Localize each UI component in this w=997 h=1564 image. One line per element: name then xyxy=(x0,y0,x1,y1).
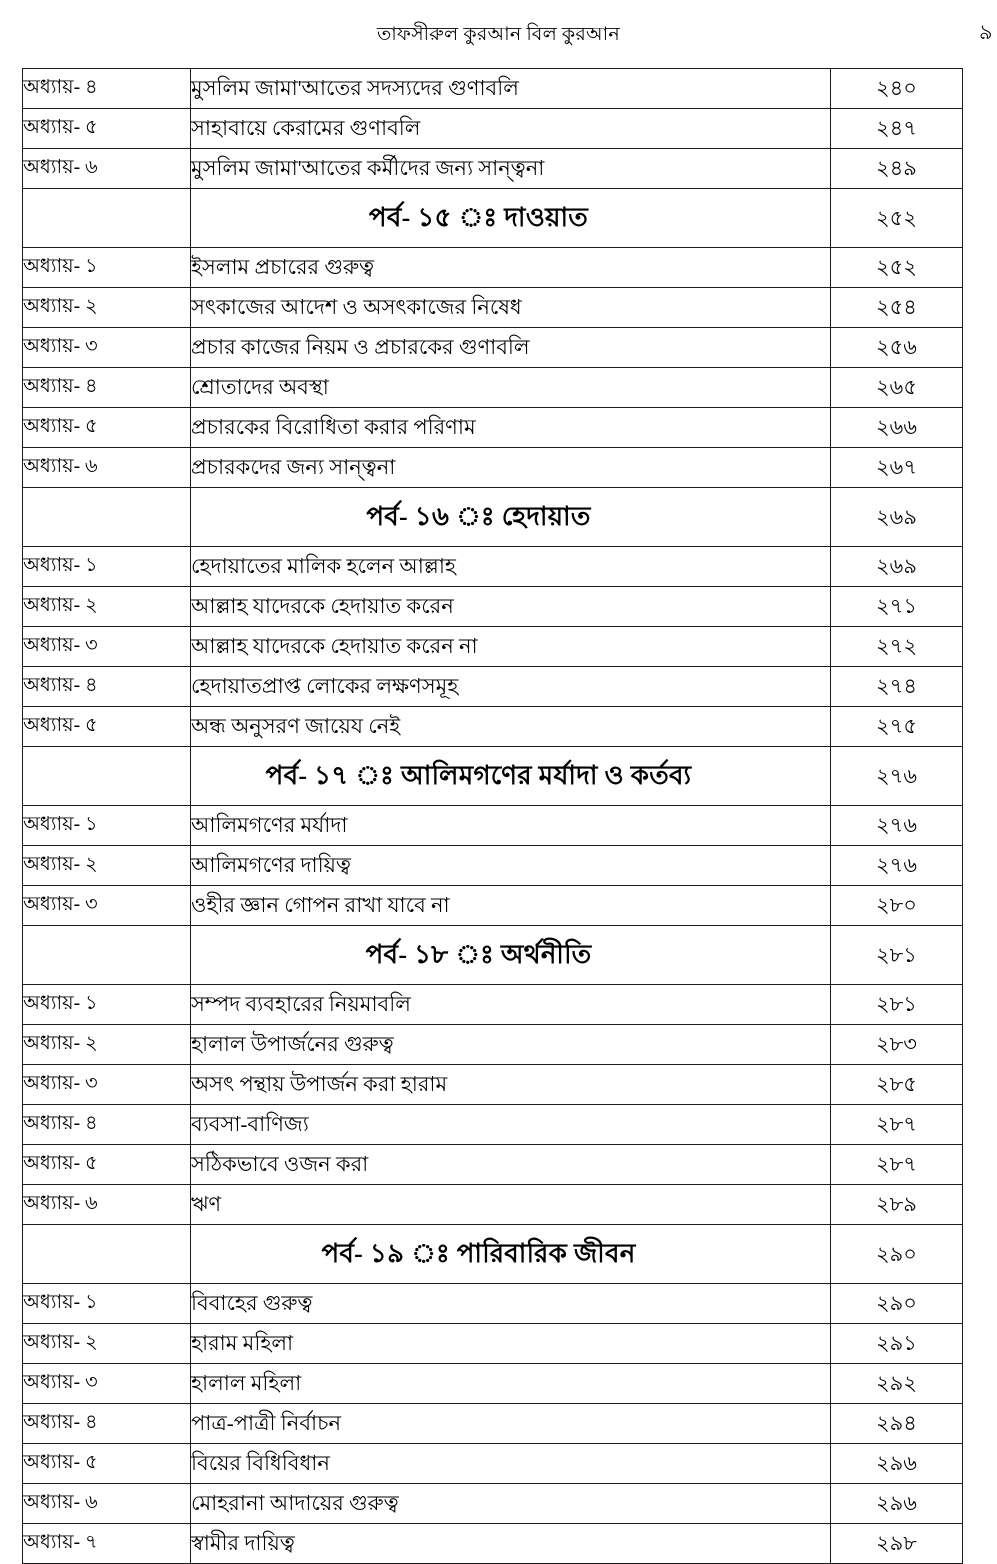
chapter-label: অধ্যায়- ৪ xyxy=(23,1105,191,1145)
toc-entry-row xyxy=(23,1065,963,1105)
page-number: ২৫৪ xyxy=(831,288,963,328)
entry-title: সম্পদ ব্যবহারের নিয়মাবলি xyxy=(191,985,831,1025)
chapter-label: অধ্যায়- ৭ xyxy=(23,1524,191,1564)
part-title: পর্ব- ১৭ ঃ আলিমগণের মর্যাদা ও কর্তব্য xyxy=(191,747,831,806)
chapter-label: অধ্যায়- ১ xyxy=(23,248,191,288)
page-number: ২৭২ xyxy=(831,627,963,667)
chapter-label: অধ্যায়- ৩ xyxy=(23,328,191,368)
page-number: ২৯২ xyxy=(831,1364,963,1404)
chapter-label: অধ্যায়- ২ xyxy=(23,1324,191,1364)
toc-entry-row xyxy=(23,288,963,328)
entry-title: অন্ধ অনুসরণ জায়েয নেই xyxy=(191,707,831,747)
table-of-contents xyxy=(22,68,962,1564)
toc-entry-row xyxy=(23,368,963,408)
entry-title: হালাল উপার্জনের গুরুত্ব xyxy=(191,1025,831,1065)
entry-title: বিয়ের বিধিবিধান xyxy=(191,1444,831,1484)
page-number: ২৬৯ xyxy=(831,488,963,547)
chapter-label: অধ্যায়- ৫ xyxy=(23,1444,191,1484)
chapter-label: অধ্যায়- ৩ xyxy=(23,1364,191,1404)
toc-entry-row xyxy=(23,1025,963,1065)
toc-entry-row xyxy=(23,1145,963,1185)
page-number: ২৮০ xyxy=(831,886,963,926)
chapter-label: অধ্যায়- ১ xyxy=(23,547,191,587)
toc-entry-row xyxy=(23,69,963,109)
page-number: ২৮৩ xyxy=(831,1025,963,1065)
page-number: ২৬৭ xyxy=(831,448,963,488)
entry-title: ব্যবসা-বাণিজ্য xyxy=(191,1105,831,1145)
chapter-label: অধ্যায়- ৬ xyxy=(23,1185,191,1225)
page-number: ২৯৮ xyxy=(831,1524,963,1564)
chapter-label: অধ্যায়- ৬ xyxy=(23,448,191,488)
entry-title: পাত্র-পাত্রী নির্বাচন xyxy=(191,1404,831,1444)
chapter-label: অধ্যায়- ১ xyxy=(23,985,191,1025)
entry-title: স্বামীর দায়িত্ব xyxy=(191,1524,831,1564)
chapter-label: অধ্যায়- ৪ xyxy=(23,1404,191,1444)
page-number: ২৪০ xyxy=(831,69,963,109)
toc-entry-row xyxy=(23,886,963,926)
toc-entry-row xyxy=(23,1404,963,1444)
page-number: ২৫২ xyxy=(831,248,963,288)
toc-part-row xyxy=(23,926,963,985)
entry-title: প্রচার কাজের নিয়ম ও প্রচারকের গুণাবলি xyxy=(191,328,831,368)
chapter-label: অধ্যায়- ৫ xyxy=(23,408,191,448)
part-title: পর্ব- ১৮ ঃ অর্থনীতি xyxy=(191,926,831,985)
chapter-label: অধ্যায়- ২ xyxy=(23,288,191,328)
part-title: পর্ব- ১৫ ঃ দাওয়াত xyxy=(191,189,831,248)
page-number: ২৫৬ xyxy=(831,328,963,368)
page-number: ২৮১ xyxy=(831,926,963,985)
entry-title: মুসলিম জামা'আতের কর্মীদের জন্য সান্ত্বনা xyxy=(191,149,831,189)
chapter-label: অধ্যায়- ২ xyxy=(23,1025,191,1065)
toc-entry-row xyxy=(23,248,963,288)
chapter-label: অধ্যায়- ৩ xyxy=(23,1065,191,1105)
page-number: ২৮১ xyxy=(831,985,963,1025)
entry-title: মুসলিম জামা'আতের সদস্যদের গুণাবলি xyxy=(191,69,831,109)
toc-entry-row xyxy=(23,1364,963,1404)
toc-entry-row xyxy=(23,448,963,488)
chapter-label: অধ্যায়- ৩ xyxy=(23,886,191,926)
chapter-label: অধ্যায়- ৩ xyxy=(23,627,191,667)
page-number: ২৬৫ xyxy=(831,368,963,408)
page-number: ২৮৯ xyxy=(831,1185,963,1225)
toc-entry-row xyxy=(23,149,963,189)
page-number: ২৬৬ xyxy=(831,408,963,448)
page-number: ২৯১ xyxy=(831,1324,963,1364)
toc-entry-row xyxy=(23,547,963,587)
toc-entry-row xyxy=(23,1284,963,1324)
entry-title: আলিমগণের মর্যাদা xyxy=(191,806,831,846)
entry-title: প্রচারকের বিরোধিতা করার পরিণাম xyxy=(191,408,831,448)
toc-entry-row xyxy=(23,328,963,368)
page-number: ২৭১ xyxy=(831,587,963,627)
page-number: ২৯৬ xyxy=(831,1444,963,1484)
toc-entry-row xyxy=(23,1105,963,1145)
toc-entry-row xyxy=(23,408,963,448)
chapter-label: অধ্যায়- ৪ xyxy=(23,368,191,408)
page-number: ২৪৯ xyxy=(831,149,963,189)
entry-title: ওহীর জ্ঞান গোপন রাখা যাবে না xyxy=(191,886,831,926)
running-header: তাফসীরুল কুরআন বিল কুরআন xyxy=(377,24,620,45)
entry-title: মোহরানা আদায়ের গুরুত্ব xyxy=(191,1484,831,1524)
toc-entry-row xyxy=(23,806,963,846)
page-number: ২৭৬ xyxy=(831,806,963,846)
toc-table xyxy=(22,68,963,1564)
toc-table-body xyxy=(23,69,963,1564)
chapter-label: অধ্যায়- ১ xyxy=(23,806,191,846)
entry-title: আলিমগণের দায়িত্ব xyxy=(191,846,831,886)
entry-title: সৎকাজের আদেশ ও অসৎকাজের নিষেধ xyxy=(191,288,831,328)
entry-title: হারাম মহিলা xyxy=(191,1324,831,1364)
page-number: ২৭৬ xyxy=(831,747,963,806)
entry-title: সঠিকভাবে ওজন করা xyxy=(191,1145,831,1185)
page-number: ২৯৪ xyxy=(831,1404,963,1444)
entry-title: হেদায়াতপ্রাপ্ত লোকের লক্ষণসমূহ xyxy=(191,667,831,707)
page-number: ২৪৭ xyxy=(831,109,963,149)
toc-entry-row xyxy=(23,707,963,747)
toc-part-row xyxy=(23,189,963,248)
toc-entry-row xyxy=(23,667,963,707)
toc-entry-row xyxy=(23,587,963,627)
entry-title: ইসলাম প্রচারের গুরুত্ব xyxy=(191,248,831,288)
entry-title: শ্রোতাদের অবস্থা xyxy=(191,368,831,408)
part-chapter-cell-empty xyxy=(23,488,191,547)
page-number: ২৬৯ xyxy=(831,547,963,587)
page-number: ২৮৭ xyxy=(831,1105,963,1145)
page-number: ২৯০ xyxy=(831,1225,963,1284)
toc-entry-row xyxy=(23,846,963,886)
toc-entry-row xyxy=(23,1185,963,1225)
toc-entry-row xyxy=(23,109,963,149)
entry-title: ঋণ xyxy=(191,1185,831,1225)
page-number: ২৮৭ xyxy=(831,1145,963,1185)
page-number: ২৫২ xyxy=(831,189,963,248)
entry-title: বিবাহের গুরুত্ব xyxy=(191,1284,831,1324)
toc-entry-row xyxy=(23,985,963,1025)
part-title: পর্ব- ১৯ ঃ পারিবারিক জীবন xyxy=(191,1225,831,1284)
page-folio-number: ৯ xyxy=(979,22,993,43)
entry-title: আল্লাহ যাদেরকে হেদায়াত করেন না xyxy=(191,627,831,667)
toc-part-row xyxy=(23,488,963,547)
entry-title: হেদায়াতের মালিক হলেন আল্লাহ xyxy=(191,547,831,587)
toc-entry-row xyxy=(23,627,963,667)
page-number: ২৭৫ xyxy=(831,707,963,747)
toc-entry-row xyxy=(23,1524,963,1564)
entry-title: প্রচারকদের জন্য সান্ত্বনা xyxy=(191,448,831,488)
part-chapter-cell-empty xyxy=(23,747,191,806)
chapter-label: অধ্যায়- ১ xyxy=(23,1284,191,1324)
page-number: ২৭৬ xyxy=(831,846,963,886)
chapter-label: অধ্যায়- ৬ xyxy=(23,149,191,189)
entry-title: অসৎ পন্থায় উপার্জন করা হারাম xyxy=(191,1065,831,1105)
page-number: ২৯০ xyxy=(831,1284,963,1324)
part-chapter-cell-empty xyxy=(23,926,191,985)
chapter-label: অধ্যায়- ২ xyxy=(23,587,191,627)
chapter-label: অধ্যায়- ৫ xyxy=(23,1145,191,1185)
toc-part-row xyxy=(23,1225,963,1284)
part-title: পর্ব- ১৬ ঃ হেদায়াত xyxy=(191,488,831,547)
toc-entry-row xyxy=(23,1324,963,1364)
page-number: ২৭৪ xyxy=(831,667,963,707)
chapter-label: অধ্যায়- ৪ xyxy=(23,69,191,109)
page-number: ২৯৬ xyxy=(831,1484,963,1524)
chapter-label: অধ্যায়- ৪ xyxy=(23,667,191,707)
entry-title: আল্লাহ যাদেরকে হেদায়াত করেন xyxy=(191,587,831,627)
chapter-label: অধ্যায়- ৫ xyxy=(23,109,191,149)
page-number: ২৮৫ xyxy=(831,1065,963,1105)
entry-title: সাহাবায়ে কেরামের গুণাবলি xyxy=(191,109,831,149)
chapter-label: অধ্যায়- ২ xyxy=(23,846,191,886)
toc-entry-row xyxy=(23,1484,963,1524)
chapter-label: অধ্যায়- ৬ xyxy=(23,1484,191,1524)
toc-entry-row xyxy=(23,1444,963,1484)
part-chapter-cell-empty xyxy=(23,189,191,248)
chapter-label: অধ্যায়- ৫ xyxy=(23,707,191,747)
entry-title: হালাল মহিলা xyxy=(191,1364,831,1404)
part-chapter-cell-empty xyxy=(23,1225,191,1284)
toc-part-row xyxy=(23,747,963,806)
